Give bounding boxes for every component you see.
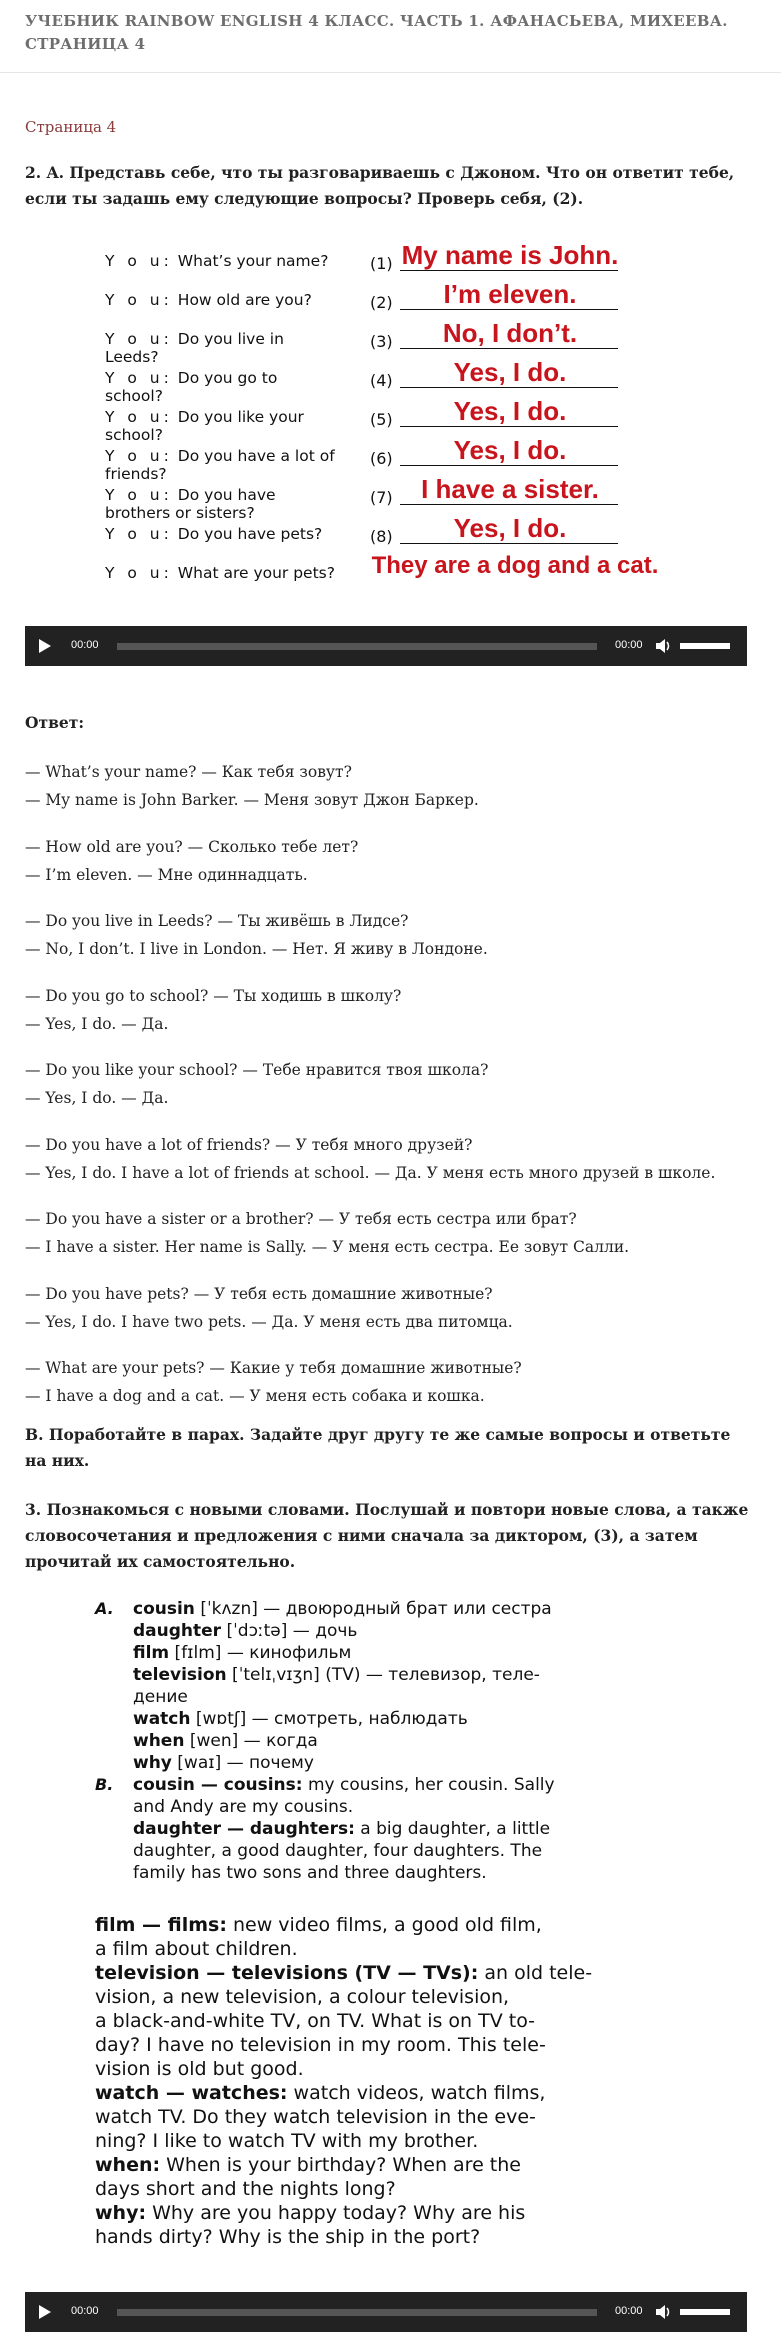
dialog-line: — I’m eleven. — Мне одиннадцать. — [25, 865, 308, 884]
question-text — [105, 330, 335, 366]
vocab-example-line — [133, 1862, 693, 1884]
vocab-example-line — [95, 2225, 685, 2249]
vocab-word: watch — [133, 1709, 191, 1729]
vocab-word: watch — watches: — [95, 2082, 288, 2104]
current-time: 00:00 — [71, 639, 99, 651]
dialog-line: — Do you go to school? — Ты ходишь в школу? — [25, 986, 402, 1005]
answer-number: (5) — [370, 410, 393, 429]
vocab-definition: [wɒtʃ] — смотреть, наблюдать — [190, 1709, 468, 1729]
dialog-pair — [25, 982, 765, 1038]
vocab-example-line — [95, 2081, 685, 2105]
task-3-heading: 3. Познакомься с новыми словами. Послушай и повтори новые слова, а также словосочетания и предложения с ними сначала за диктором, (3), а затем прочитай их самостоятельно. — [25, 1500, 749, 1571]
vocab-word: when: — [95, 2154, 161, 2176]
answer-handwritten: Yes, I do. — [453, 357, 567, 387]
duration-time: 00:00 — [615, 2305, 643, 2317]
vocab-entry — [133, 1620, 693, 1642]
vocab-example: an old tele- — [478, 1962, 593, 1984]
vocab-example-line — [95, 2033, 685, 2057]
vocab-entry — [133, 1708, 693, 1730]
vocab-entry — [133, 1752, 693, 1774]
vocab-example: a big daughter, a little — [354, 1819, 551, 1839]
question-text — [105, 447, 335, 483]
question: Do you live in Leeds? — [105, 330, 284, 366]
audio-player[interactable] — [25, 626, 747, 666]
vocab-definition: [ˈkʌzn] — двоюродный брат или сестра — [194, 1599, 552, 1619]
vocab-word: when — [133, 1731, 185, 1751]
vocab-example-line — [95, 2129, 685, 2153]
vocab-example: family has two sons and three daughters. — [133, 1863, 487, 1883]
speaker-label: Y o u: — [105, 252, 173, 270]
vocab-example: days short and the nights long? — [95, 2178, 396, 2200]
vocab-word: daughter — daughters: — [133, 1819, 355, 1839]
vocab-definition: дение — [133, 1687, 188, 1707]
duration-time: 00:00 — [615, 639, 643, 651]
vocab-example: watch TV. Do they watch television in the eve- — [95, 2106, 536, 2128]
dialog-line: — Do you have a sister or a brother? — У тебя есть сестра или брат? — [25, 1210, 577, 1228]
question-text — [105, 564, 335, 582]
vocab-example: vision, a new television, a colour television, — [95, 1986, 510, 2008]
exercise-scan — [100, 240, 680, 610]
dialog-line: — How old are you? — Сколько тебе лет? — [25, 837, 359, 856]
vocab-example-line — [133, 1774, 693, 1796]
answer-number: (7) — [370, 488, 393, 507]
answer-handwritten: Yes, I do. — [453, 513, 567, 543]
vocab-example-line — [95, 1985, 685, 2009]
vocab-example-line — [95, 2201, 685, 2225]
dialog-pair — [25, 833, 765, 889]
vocab-example-line — [133, 1818, 693, 1840]
vocab-example: day? I have no television in my room. This tele- — [95, 2034, 546, 2056]
task-b-heading: B. Поработайте в парах. Задайте друг другу те же самые вопросы и ответьте на них. — [25, 1425, 731, 1470]
vocab-example: ning? I like to watch TV with my brother. — [95, 2130, 479, 2152]
vocab-example: a black-and-white TV, on TV. What is on TV to- — [95, 2010, 536, 2032]
vocab-example-line — [133, 1796, 693, 1818]
vocab-word: television — televisions (TV — TVs): — [95, 1962, 479, 1984]
vocab-example-line — [95, 2057, 685, 2081]
volume-slider[interactable] — [680, 2309, 730, 2315]
vocab-example: daughter, a good daughter, four daughters. The — [133, 1841, 543, 1861]
vocab-definition: [wen] — когда — [184, 1731, 318, 1751]
vocab-word: film — films: — [95, 1914, 227, 1936]
dialog-pair — [25, 907, 765, 963]
speaker-label: Y o u: — [105, 369, 173, 387]
dialog-line: — Do you like your school? — Тебе нравится твоя школа? — [25, 1061, 489, 1079]
volume-icon[interactable] — [655, 637, 673, 655]
answer-number: (1) — [370, 254, 393, 273]
speaker-label: Y o u: — [105, 447, 173, 465]
answer-number: (2) — [370, 293, 393, 312]
vocab-word: why — [133, 1753, 172, 1773]
volume-slider[interactable] — [680, 643, 730, 649]
dialog-line: — I have a dog and a cat. — У меня есть собака и кошка. — [25, 1387, 485, 1405]
vocab-example: and Andy are my cousins. — [133, 1797, 354, 1817]
vocab-example-line — [95, 1913, 685, 1937]
title-divider — [0, 72, 781, 73]
answer-handwritten: Yes, I do. — [453, 396, 567, 426]
vocab-definition: [waɪ] — почему — [171, 1753, 314, 1773]
answer-number: (3) — [370, 332, 393, 351]
audio-player[interactable] — [25, 2292, 747, 2332]
vocab-word: cousin — [133, 1599, 195, 1619]
volume-icon[interactable] — [655, 2303, 673, 2321]
dialog-pair — [25, 1131, 765, 1187]
dialog-line: — My name is John Barker. — Меня зовут Джон Баркер. — [25, 791, 479, 809]
speaker-label: Y o u: — [105, 408, 173, 426]
dialog-line: — I have a sister. Her name is Sally. — У меня есть сестра. Ее зовут Салли. — [25, 1238, 630, 1256]
vocabulary-scan-continued — [95, 1913, 685, 2249]
answer-handwritten: I have a sister. — [421, 474, 599, 504]
answer-handwritten: Yes, I do. — [453, 435, 567, 465]
speaker-label: Y o u: — [105, 486, 173, 504]
vocab-entry — [133, 1686, 693, 1708]
question-text — [105, 291, 335, 309]
play-icon[interactable] — [39, 2305, 51, 2319]
question-text — [105, 408, 335, 444]
vocab-example-line — [95, 2105, 685, 2129]
answer-handwritten: No, I don’t. — [442, 318, 578, 348]
vocab-example-line — [95, 2009, 685, 2033]
dialog-pair — [25, 1056, 765, 1112]
answer-heading: Ответ: — [25, 713, 85, 732]
vocab-entry — [133, 1730, 693, 1752]
question: How old are you? — [177, 291, 312, 309]
dialog-line: — Do you have a lot of friends? — У тебя много друзей? — [25, 1135, 473, 1154]
answer-handwritten: They are a dog and a cat. — [371, 552, 659, 579]
vocab-example: hands dirty? Why is the ship in the port? — [95, 2226, 481, 2248]
vocab-example-line — [95, 1937, 685, 1961]
vocab-example: my cousins, her cousin. Sally — [302, 1775, 555, 1795]
vocab-word: film — [133, 1643, 170, 1663]
vocab-definition: [fɪlm] — кинофильм — [169, 1643, 352, 1663]
vocab-example-line — [95, 1961, 685, 1985]
question-text — [105, 252, 335, 270]
breadcrumb: Страница 4 — [25, 118, 117, 136]
vocab-example-line — [95, 2153, 685, 2177]
dialog-pair — [25, 1354, 765, 1410]
answer-handwritten: My name is John. — [401, 240, 619, 270]
vocab-entry — [133, 1664, 693, 1686]
vocab-definition: [ˈdɔːtə] — дочь — [221, 1621, 358, 1641]
dialog-line: — Do you live in Leeds? — Ты живёшь в Лидсе? — [25, 912, 409, 930]
dialog-line: — Yes, I do. I have two pets. — Да. У меня есть два питомца. — [25, 1312, 513, 1331]
current-time: 00:00 — [71, 2305, 99, 2317]
dialog-pair — [25, 758, 765, 814]
vocab-definition: [ˈtelɪˌvɪʒn] (TV) — телевизор, теле- — [226, 1665, 540, 1685]
vocab-entry — [133, 1598, 693, 1620]
dialog-line: — Yes, I do. I have a lot of friends at school. — Да. У меня есть много друзей в школе. — [25, 1163, 716, 1182]
question-text — [105, 486, 335, 522]
question-text — [105, 525, 335, 543]
vocab-entry — [133, 1642, 693, 1664]
progress-rail[interactable] — [117, 2309, 597, 2316]
vocab-word: television — [133, 1665, 227, 1685]
question: Do you have pets? — [177, 525, 323, 543]
dialog-line: — Do you have pets? — У тебя есть домашние животные? — [25, 1284, 493, 1303]
vocab-example: Why are you happy today? Why are his — [146, 2202, 526, 2224]
question: Do you go to school? — [105, 369, 278, 405]
vocab-example: a film about children. — [95, 1938, 298, 1960]
answer-number: (6) — [370, 449, 393, 468]
section-mark-b: B. — [95, 1775, 114, 1794]
speaker-label: Y o u: — [105, 564, 173, 582]
question-text — [105, 369, 335, 405]
dialog-line: — Yes, I do. — Да. — [25, 1089, 169, 1107]
vocab-example: new video films, a good old film, — [226, 1914, 542, 1936]
vocab-example: When is your birthday? When are the — [160, 2154, 521, 2176]
vocab-example: vision is old but good. — [95, 2058, 304, 2080]
speaker-label: Y o u: — [105, 291, 173, 309]
vocab-word: why: — [95, 2202, 147, 2224]
dialog-pair — [25, 1280, 765, 1336]
answer-handwritten: I’m eleven. — [443, 279, 577, 309]
question: Do you have a lot of friends? — [105, 447, 335, 483]
answer-number: (8) — [370, 527, 393, 546]
section-mark-a: A. — [95, 1599, 114, 1618]
task-2a-heading: 2. A. Представь себе, что ты разговариваешь с Джоном. Что он ответит тебе, если ты задашь ему следующие вопросы? Проверь себя, (2). — [25, 163, 735, 208]
question: Do you like your school? — [105, 408, 304, 444]
question: Do you have brothers or sisters? — [105, 486, 276, 522]
play-icon[interactable] — [39, 639, 51, 653]
dialog-line: — What are your pets? — Какие у тебя домашние животные? — [25, 1359, 522, 1377]
question: What’s your name? — [177, 252, 329, 270]
vocab-example: watch videos, watch films, — [287, 2082, 546, 2104]
vocab-example-line — [95, 2177, 685, 2201]
page-title: УЧЕБНИК RAINBOW ENGLISH 4 КЛАСС. ЧАСТЬ 1. АФАНАСЬЕВА, МИХЕЕВА. СТРАНИЦА 4 — [25, 12, 728, 53]
dialog-pair — [25, 1205, 765, 1261]
dialog-line: — What’s your name? — Как тебя зовут? — [25, 763, 352, 781]
vocab-example-line — [133, 1840, 693, 1862]
answer-number: (4) — [370, 371, 393, 390]
speaker-label: Y o u: — [105, 525, 173, 543]
question: What are your pets? — [177, 564, 335, 582]
dialog-line: — No, I don’t. I live in London. — Нет. Я живу в Лондоне. — [25, 940, 488, 958]
progress-rail[interactable] — [117, 643, 597, 650]
speaker-label: Y o u: — [105, 330, 173, 348]
dialog-line: — Yes, I do. — Да. — [25, 1014, 169, 1033]
vocab-word: daughter — [133, 1621, 222, 1641]
vocab-word: cousin — cousins: — [133, 1775, 303, 1795]
